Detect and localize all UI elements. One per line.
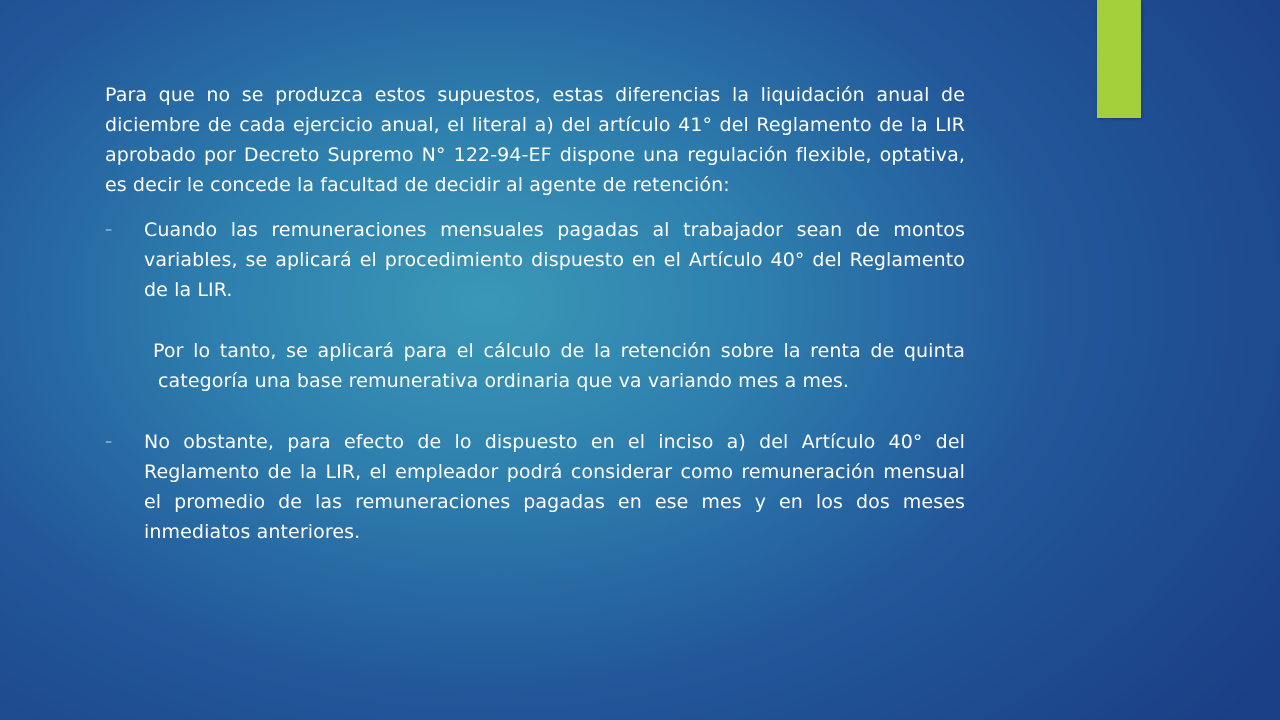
dash-bullet-icon: – [105,222,113,238]
dash-bullet-icon: – [105,434,113,450]
bullet-text: Cuando las remuneraciones mensuales pagadas al trabajador sean de montos variables, se aplicará el procedimiento dispuesto en el Artículo 40° del Reglamento de la LIR. [144,219,965,301]
bullet-item [105,215,965,305]
intro-paragraph: Para que no se produzca estos supuestos, estas diferencias la liquidación anual de diciembre de cada ejercicio anual, el literal a) del artículo 41° del Reglamento de la LIR aprobado por Decreto Supremo N° 122-94-EF dispone una regulación flexible, optativa, es decir le concede la facultad de decidir al agente de retención: [105,84,965,196]
accent-bar [1097,0,1141,118]
bullet-item [105,427,965,547]
slide-content [105,80,965,547]
bullet-text: No obstante, para efecto de lo dispuesto en el inciso a) del Artículo 40° del Reglamento de la LIR, el empleador podrá considerar como remuneración mensual el promedio de las remuneraciones pagadas en ese mes y en los dos meses inmediatos anteriores. [144,431,965,543]
sub-paragraph: Por lo tanto, se aplicará para el cálculo de la retención sobre la renta de quinta categoría una base remunerativa ordinaria que va variando mes a mes. [153,340,965,392]
